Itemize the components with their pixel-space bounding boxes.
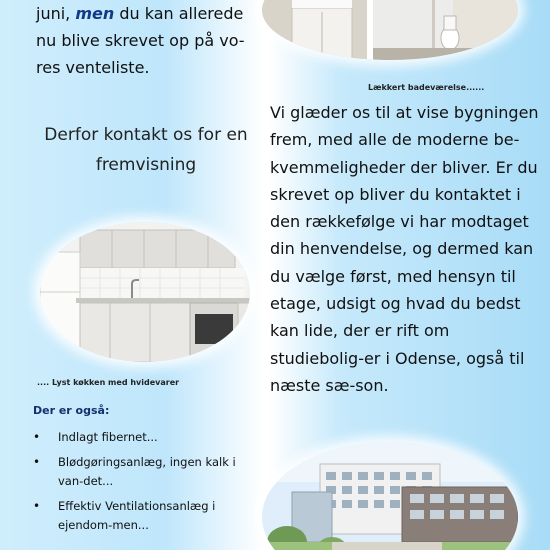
list-item bbox=[33, 497, 263, 535]
list-item bbox=[33, 453, 263, 491]
bullet-icon: • bbox=[33, 499, 41, 513]
bullet-icon: • bbox=[33, 430, 41, 444]
intro-before: juni, bbox=[36, 4, 76, 23]
bathroom-caption: Lækkert badeværelse...... bbox=[368, 83, 485, 92]
kitchen-photo bbox=[40, 222, 250, 362]
list-item bbox=[33, 428, 263, 447]
building-photo bbox=[262, 442, 518, 550]
bathroom-photo bbox=[262, 0, 518, 60]
body-paragraph: Vi glæder os til at vise bygningen frem, med alle de moderne be-kvemmeligheder der bliver. Er du skrevet op bliver du kontaktet i den rækkefølge vi har modtaget din henvendelse, og dermed kan du vælge først, med hensyn til etage, udsigt og hvad du bedst kan lide, der er rift om studiebolig-er i Odense, også til næste sæ-son. bbox=[270, 103, 539, 395]
also-heading: Der er også: bbox=[33, 404, 110, 417]
list-item-text: Indlagt fibernet... bbox=[58, 430, 158, 444]
kitchen-caption: .... Lyst køkken med hvidevarer bbox=[37, 378, 180, 387]
list-item-text: Effektiv Ventilationsanlæg i ejendom-men... bbox=[58, 499, 216, 532]
list-item-text: Blødgøringsanlæg, ingen kalk i van-det... bbox=[58, 455, 236, 488]
intro-paragraph bbox=[36, 0, 266, 81]
intro-emphasis: men bbox=[75, 4, 115, 23]
bullet-icon: • bbox=[33, 455, 41, 469]
contact-title: Derfor kontakt os for en fremvisning bbox=[44, 125, 248, 175]
intro-after: du kan allerede nu blive skrevet op på vo-res venteliste. bbox=[36, 4, 245, 77]
feature-list bbox=[33, 428, 263, 541]
